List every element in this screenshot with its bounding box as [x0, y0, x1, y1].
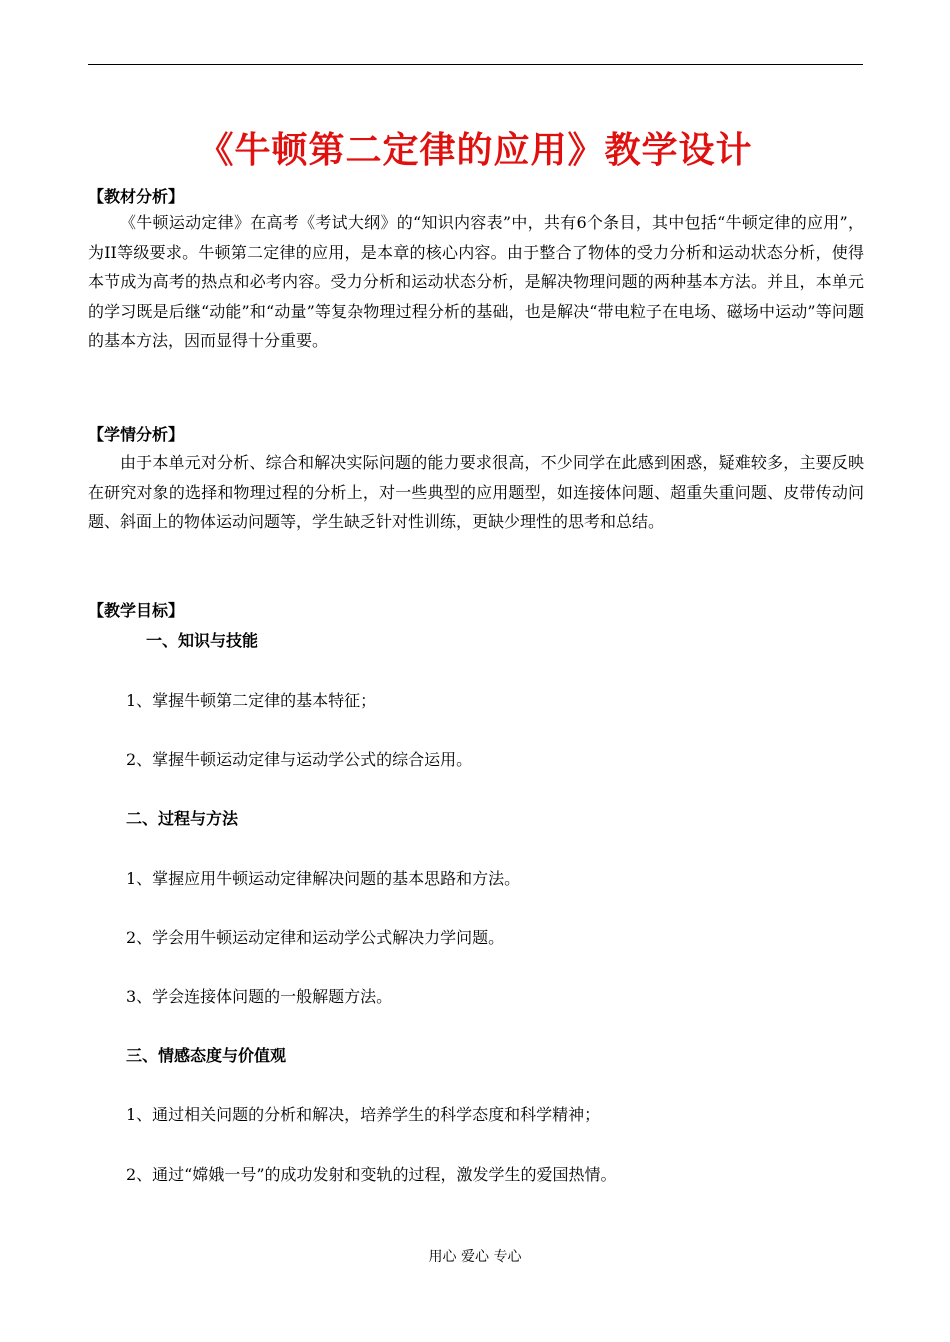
goal-process-title: 二、过程与方法	[126, 809, 239, 828]
section-heading-goals: 【教学目标】	[88, 601, 185, 620]
goal-emotion-item: 2、通过“嫦娥一号”的成功发射和变轨的过程，激发学生的爱国热情。	[126, 1165, 617, 1184]
students-paragraph: 由于本单元对分析、综合和解决实际问题的能力要求很高，不少同学在此感到困惑，疑难较多，主要反映在研究对象的选择和物理过程的分析上，对一些典型的应用题型，如连接体问题、超重失重问题、皮带传动问题、斜面上的物体运动问题等，学生缺乏针对性训练，更缺少理性的思考和总结。	[88, 453, 864, 531]
goal-process-item: 2、学会用牛顿运动定律和运动学公式解决力学问题。	[126, 928, 505, 947]
goal-process-item: 3、学会连接体问题的一般解题方法。	[126, 987, 393, 1006]
goal-knowledge-item: 1、掌握牛顿第二定律的基本特征；	[126, 691, 377, 710]
section-heading-students: 【学情分析】	[88, 425, 185, 444]
goal-knowledge-item: 2、掌握牛顿运动定律与运动学公式的综合运用。	[126, 750, 473, 769]
document-title: 《牛顿第二定律的应用》教学设计	[197, 130, 753, 171]
goal-knowledge-title: 一、知识与技能	[146, 631, 259, 650]
materials-paragraph: 《牛顿运动定律》在高考《考试大纲》的“知识内容表”中，共有6个条目，其中包括“牛顿定律的应用”，为II等级要求。牛顿第二定律的应用，是本章的核心内容。由于整合了物体的受力分析和运动状态分析，使得本节成为高考的热点和必考内容。受力分析和运动状态分析，是解决物理问题的两种基本方法。并且，本单元的学习既是后继“动能”和“动量”等复杂物理过程分析的基础，也是解决“带电粒子在电场、磁场中运动”等问题的基本方法，因而显得十分重要。	[88, 213, 864, 350]
page-footer: 用心 爱心 专心	[428, 1249, 522, 1265]
goal-emotion-item: 1、通过相关问题的分析和解决，培养学生的科学态度和科学精神；	[126, 1105, 601, 1124]
header-rule	[88, 64, 863, 65]
goal-process-item: 1、掌握应用牛顿运动定律解决问题的基本思路和方法。	[126, 869, 521, 888]
section-heading-materials: 【教材分析】	[88, 187, 185, 206]
goal-emotion-title: 三、情感态度与价值观	[126, 1046, 287, 1065]
